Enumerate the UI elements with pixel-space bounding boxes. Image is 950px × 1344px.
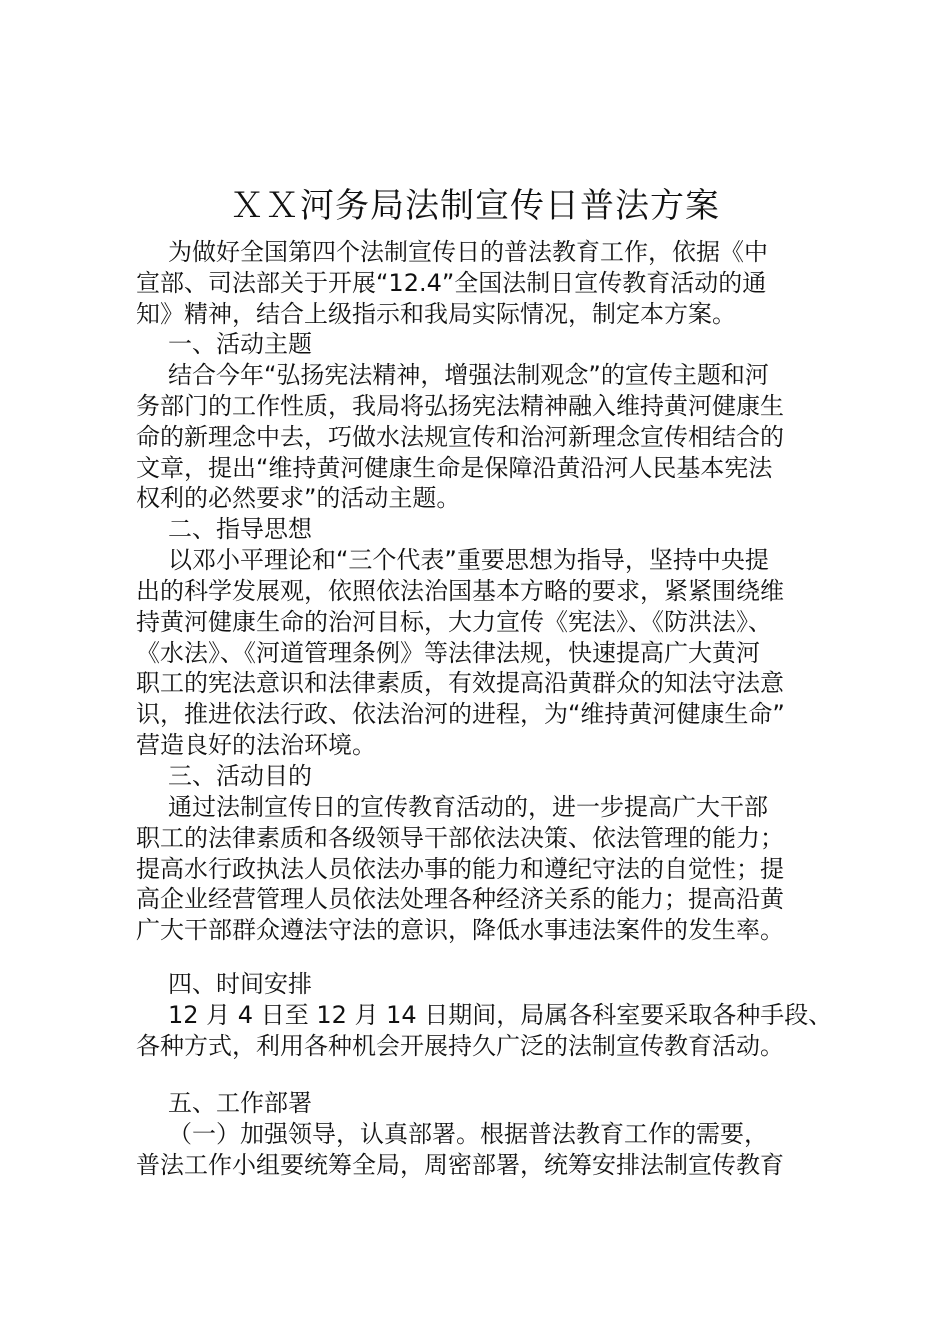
paragraph-line: 命的新理念中去，巧做水法规宣传和治河新理念宣传相结合的 [136,423,784,451]
paragraph-line: 职工的法律素质和各级领导干部依法决策、依法管理的能力； [136,824,784,852]
paragraph-line: 为做好全国第四个法制宣传日的普法教育工作，依据《中 [168,238,768,266]
paragraph-line: 文章，提出“维持黄河健康生命是保障沿黄沿河人民基本宪法 [136,454,773,482]
paragraph-line: 务部门的工作性质，我局将弘扬宪法精神融入维持黄河健康生 [136,392,784,420]
section-heading: 三、活动目的 [168,762,312,790]
paragraph-line: （一）加强领导，认真部署。根据普法教育工作的需要， [168,1120,768,1148]
paragraph-line: 知》精神，结合上级指示和我局实际情况，制定本方案。 [136,300,736,328]
paragraph-line: 营造良好的法治环境。 [136,731,376,759]
section-heading: 一、活动主题 [168,330,312,358]
paragraph-line: 广大干部群众遵法守法的意识，降低水事违法案件的发生率。 [136,916,784,944]
paragraph-line: 权利的必然要求”的活动主题。 [136,484,461,512]
document-title: ＸＸ河务局法制宣传日普法方案 [230,186,720,226]
paragraph-line: 《水法》、《河道管理条例》等法律法规，快速提高广大黄河 [136,639,760,667]
paragraph-line: 以邓小平理论和“三个代表”重要思想为指导，坚持中央提 [168,546,769,574]
section-heading: 二、指导思想 [168,515,312,543]
paragraph-line: 提高水行政执法人员依法办事的能力和遵纪守法的自觉性；提 [136,855,784,883]
paragraph-line: 出的科学发展观，依照依法治国基本方略的要求，紧紧围绕维 [136,577,784,605]
section-heading: 四、时间安排 [168,970,312,998]
paragraph-line: 通过法制宣传日的宣传教育活动的，进一步提高广大干部 [168,793,768,821]
paragraph-line: 高企业经营管理人员依法处理各种经济关系的能力；提高沿黄 [136,885,784,913]
paragraph-line: 12 月 4 日至 12 月 14 日期间，局属各科室要采取各种手段、 [168,1001,833,1029]
section-heading: 五、工作部署 [168,1089,312,1117]
paragraph-line: 持黄河健康生命的治河目标，大力宣传《宪法》、《防洪法》、 [136,608,772,636]
paragraph-line: 结合今年“弘扬宪法精神，增强法制观念”的宣传主题和河 [168,361,769,389]
paragraph-line: 职工的宪法意识和法律素质，有效提高沿黄群众的知法守法意 [136,669,784,697]
paragraph-line: 各种方式，利用各种机会开展持久广泛的法制宣传教育活动。 [136,1032,784,1060]
paragraph-line: 识，推进依法行政、依法治河的进程，为“维持黄河健康生命” [136,700,785,728]
paragraph-line: 普法工作小组要统筹全局，周密部署，统筹安排法制宣传教育 [136,1151,784,1179]
paragraph-line: 宣部、司法部关于开展“12.4”全国法制日宣传教育活动的通 [136,269,767,297]
